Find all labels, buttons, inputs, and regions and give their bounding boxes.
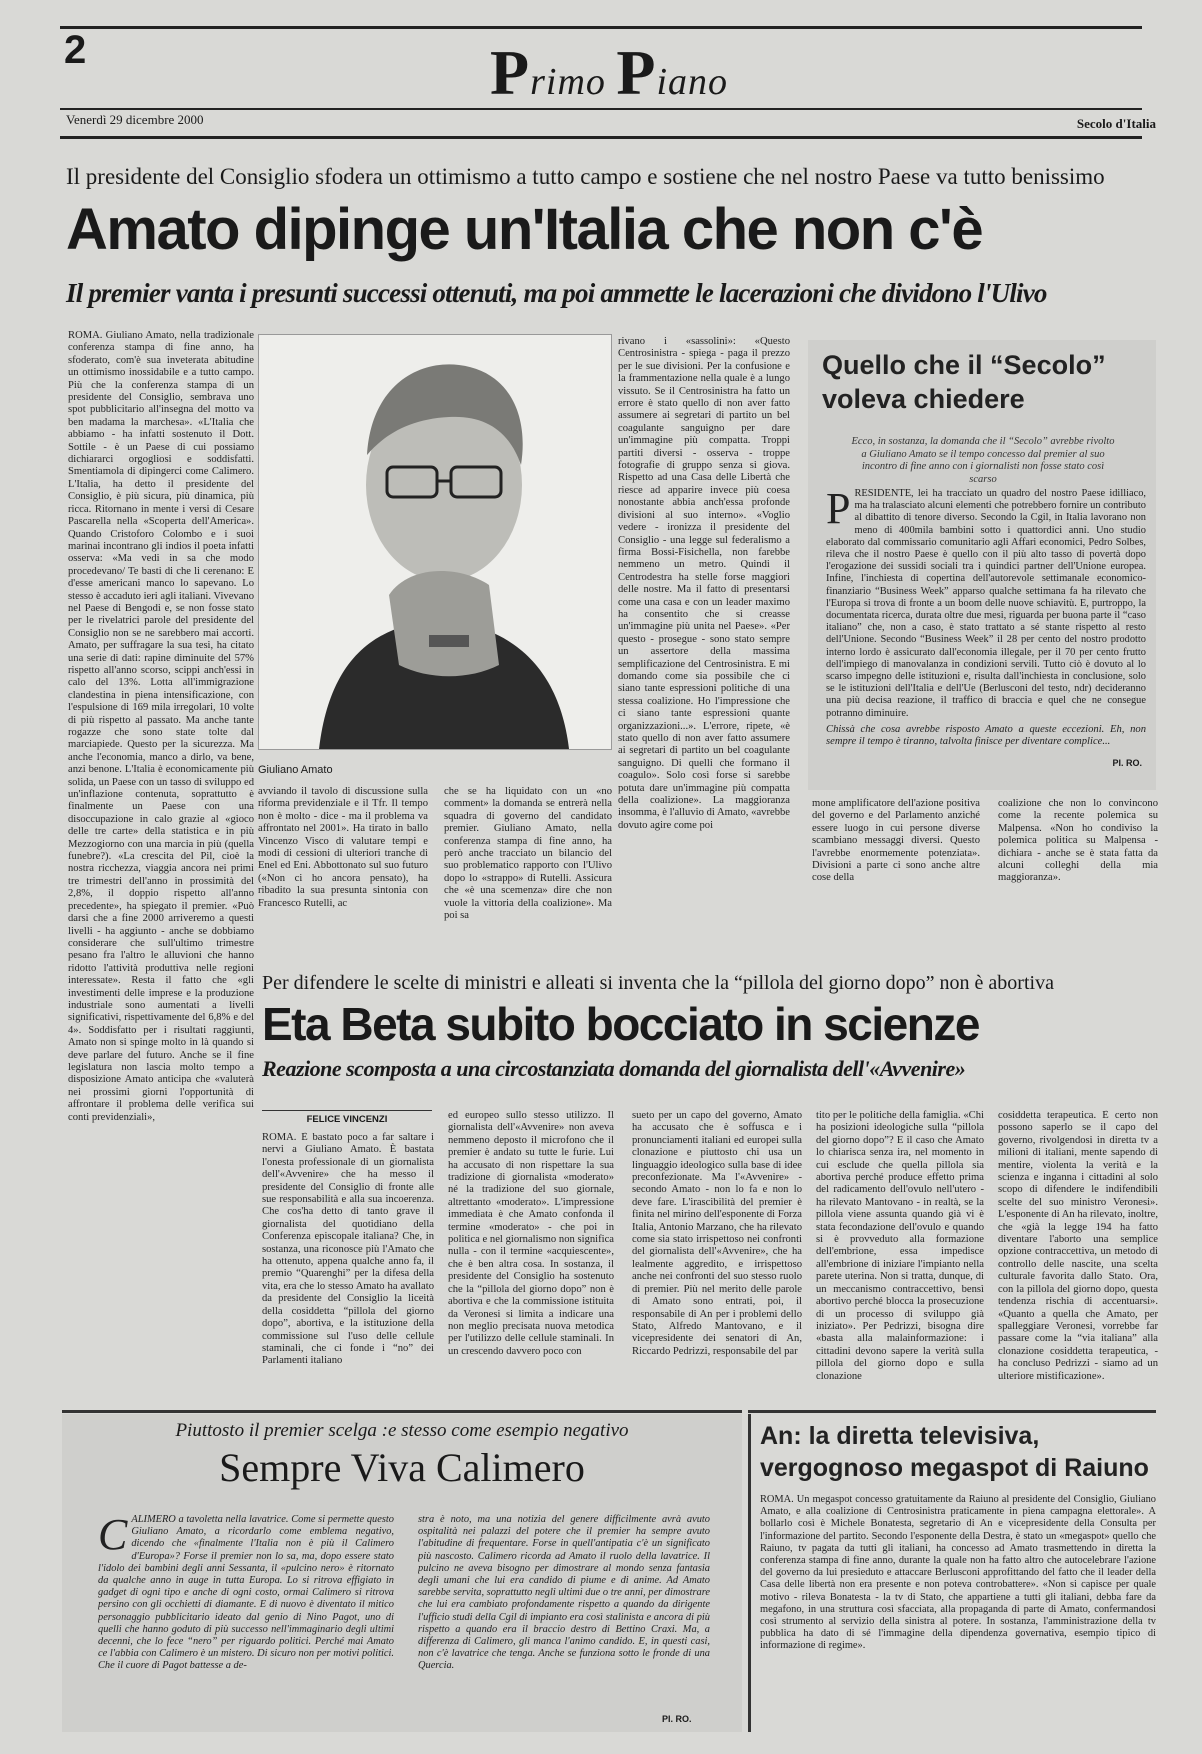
calimero-dropcap: C (98, 1514, 128, 1559)
lead-column-6: coalizione che non lo convincono come la recente polemica su Malpensa. «Non ho condiviso la polemica politica su Malpensa - dichiara - anche se è stata fatta da alcuni colleghi della mia maggioranza». (998, 798, 1158, 884)
sidebar-body: PRESIDENTE, lei ha tracciato un quadro del nostro Paese idilliaco, ma ha tralasciato alcuni elementi che potrebbero fornire un contributo al dibattito di tenore diverso. Secondo la Cgil, in Italia lavorano non meno di 400mila bambini sotto i quattordici anni. Uno studio elaborato dal commissario comunitario agli Affari economici, Pedro Solbes, rileva che il nostro Paese è quello con il più alto tasso di povertà dopo l'erogazione dei sussidi sociali tra i quindici partner dell'Unione europea. Infine, l'inchiesta di copertina dell'autorevole settimanale economico-finanziario “Business Week” apparso qualche settimana fa ha rilevato che l'Europa si trova di fronte a un boom delle nuove schiavitù. E, purtroppo, la documentata ricerca, durata oltre due mesi, riguarda per buona parte il “caso italiano” che, non a caso, è stato trattato a sé stante rispetto al resto dell'Unione. Secondo “Business Week” il 28 per cento del nostro prodotto interno lordo è assicurato dall'economia illegale, per il 70 per cento frutto dell'impiego di manovalanza in condizioni servili. Tutto ciò è dovuto al lo scarso impegno delle istituzioni e, risulta dall'inchiesta in conclusione, solo se le istituzioni dell'Italia e dell'Ue (Berlusconi del testo, ndr) decideranno una più decisa reazione, il traffico di braccia e quel che ne consegue potranno diminuire. (826, 488, 1146, 719)
masthead-rule (60, 108, 1142, 110)
rai-headline: An: la diretta televisiva, vergognoso megaspot di Raiuno (760, 1422, 1149, 1482)
top-rule (60, 26, 1142, 29)
lead-column-3: che se ha liquidato con un «no comment» la domanda se entrerà nella squadra di governo del candidato premier. Giuliano Amato, nella conferenza stampa di fine anno, ha però anche tracciato un bilancio del suo problematico rapporto con l'Ulivo dopo lo «strappo» di Rutelli. Assicura che «è una scemenza» dire che non vuole la vittoria della coalizione». Ma poi sa (444, 786, 612, 922)
page-number: 2 (64, 28, 87, 72)
sidebar-box (808, 340, 1156, 790)
sidebar-closing: Chissà che cosa avrebbe risposto Amato a queste eccezioni. Eh, non sempre il tempo è tiranno, talvolta finisce per diventare complice... (826, 724, 1146, 748)
portrait-illustration (259, 335, 611, 749)
second-column-3: sueto per un capo del governo, Amato ha accusato che è soffusca e i pronunciamenti italiani ed europei sulla clonazione e piuttosto chi usa un linguaggio ideologico sulla base di idee preconfezionate. Ma l'«Avvenire» - secondo Amato - non lo fa e non lo deve fare. L'irascibilità del premier è finita nel mirino dell'esponente di Forza Italia, Antonio Marzano, che ha rilevato come sia stato irrispettoso nei confronti del giornalista dell'«Avvenire», che ha lealmente aggredito, e irrispettoso anche nei confronti del suo stesso ruolo di premier. Più nel merito delle parole di Amato sono entrati, poi, il responsabile di An per i problemi dello Stato, Alfredo Mantovano, e il vicepresidente dei senatori di An, Riccardo Pedrizzi, responsabile del par (632, 1110, 802, 1357)
calimero-column-1: CALIMERO a tavoletta nella lavatrice. Come si permette questo Giuliano Amato, a ricordarlo come emblema negativo, dicendo che «finalmente l'Italia non è più il Calimero d'Europa»? Forse il premier non lo sa, ma, dopo essere stato l'idolo dei bambini degli anni Sessanta, il «pulcino nero» è ritornato da qualche anno in auge in tutta Europa. Lo si ritrova effigiato in gadget di ogni tipo e anche di ogni costo, ormai Calimero si ritrova persino con gli occhietti di diamante. E di nuovo è diventato il mitico personaggio pubblicitario ideato dal genio di Nino Pagot, uno di quelli che hanno goduto di più successo nell'immaginario degli ultimi decenni, che lo fece “nero” per riguardo politici. Perché mai Amato ce l'abbia con Calimero è un mistero. Di sicuro non per motivi politici. Che il cuore di Pagot battesse a de- (98, 1514, 394, 1672)
photo-caption: Giuliano Amato (258, 764, 333, 776)
sidebar-title: Quello che il “Secolo” voleva chiedere (822, 350, 1106, 414)
calimero-box (62, 1414, 742, 1732)
second-headline: Eta Beta subito bocciato in scienze (262, 998, 979, 1050)
second-kicker: Per difendere le scelte di ministri e alleati si inventa che la “pillola del giorno dopo” non è abortiva (262, 972, 1054, 994)
lead-column-5: mone amplificatore dell'azione positiva del governo e del Parlamento anziché essere luogo in cui persone diverse scambiano messaggi diversi. Questo l'avrebbe enormemente potenziata». Divisioni a parte ci sono anche altre cose della (812, 798, 980, 884)
calimero-kicker: Piuttosto il premier scelga :e stesso come esempio negativo (175, 1420, 629, 1441)
byline-rule (262, 1110, 432, 1111)
second-column-1: ROMA. È bastato poco a far saltare i nervi a Giuliano Amato. È bastata l'onesta professionale di un giornalista dell'«Avvenire» che ha messo il presidente del Consiglio di fronte alle sue responsabilità e alla sua incoerenza. Che cos'ha detto di tanto grave il giornalista del quotidiano della Conferenza episcopale italiana? Che, in sostanza, una riconosce più l'Amato che ha ottenuto, appena qualche anno fa, il premio “Quarenghi” per la difesa della vita, era che lo stesso Amato ha avallato da presidente del Consiglio la liceità della cosiddetta “pillola del giorno dopo”, abortiva, e la istituzione della commissione sul l'uso delle cellule staminali, che ci fonde i “no” dei Parlamenti italiano (262, 1132, 434, 1367)
lead-column-4: rivano i «sassolini»: «Questo Centrosinistra - spiega - paga il prezzo per le sue divisioni. Per la confusione e la frammentazione nella quale è a lungo vissuto. Se il Centrosinistra ha fatto un errore è stato quello di non aver fatto assumere ai segretari di partito un bel coagulante sanguigno per dare un'immagine più compatta. Troppi partiti diversi - osserva - troppe fotografie di gruppo senza si giova. Rispetto ad una Casa delle Libertà che riesce ad apparire invece più coesa nonostante abbia anch'essa profonde divisioni al suo interno». «Voglio vedere - ironizza il presidente del Consiglio - una legge sul federalismo a firma Bossi-Fisichella, non farebbe nemmeno un metro. Quindi il Centrodestra ha stelle forse maggiori delle nostre. Ma il fatto di presentarsi come una casa e con un leader maximo ha consentito che si creasse un'immagine più unita nel Paese». «Per questo - prosegue - sono stato sempre un assertore della massima semplificazione del Centrosinistra. E mi domando come sia possibile che ci siano tante espressioni politiche di una stessa coalizione. Ho l'impressione che ci siano tante espressioni quante organizzazioni...». L'errore, ripete, «è stato quello di non aver fatto assumere ai segretari di partito un bel coagulante sanguigno. Di quelli che formano il coagulo». Solo così forse si sarebbe potuta dare un'immagine più compatta della coalizione». La maggioranza insomma, è l'alluvio di Amato, «avrebbe dovuto agire come poi (618, 336, 790, 831)
date-rule (60, 136, 1142, 139)
lead-column-1: ROMA. Giuliano Amato, nella tradizionale conferenza stampa di fine anno, ha sfoderato, com'è sua inveterata abitudine un ottimismo inossidabile e a tutto campo. Più che la conferenza stampa di un presidente del Consiglio, sembrava uno spot pubblicitario all'insegna del motto va ben madama la marchesa». «L'Italia che abbiamo - ha infatti sostenuto il Dott. Sottile - è un Paese di cui possiamo dichiararci orgogliosi e soddisfatti. Smentiamola di dipingerci come Calimero. L'Italia, ha detto il presidente del Consiglio, è più sicura, più dinamica, più ricca. Ritornano in mente i versi di Cesare Pascarella nella «Scoperta dell'America». Quando Cristoforo Colombo e i suoi marinai incontrano gli indios il poeta infatti osserva: «Ma vedi in sa che modo procedevano/ Te basti di che li cerenano: E d'esse americani manco lo sapevano. Lo stesso è accaduto ieri agli italiani. Vivevano nel Paese di Bengodi e, se non fosse stato per le rivelatrici parole del presidente del Consiglio non se ne sarebbero mai accorti. Amato, per suffragare la sua tesi, ha citato una serie di dati: rapine diminuite del 57% rispetto all'anno scorso, scippi anch'essi in calo del 13%. Lotta all'immigrazione clandestina in piena intensificazione, con l'espulsione di 169 mila irregolari, 10 volte di più rispetto al passato. Ma anche tante rogazze che sono state tolte dal marciapiede. Questo per la sicurezza. Ma anche l'economia, manco a dirlo, va bene, anzi benone. L'Italia è economicamente più solida, un Paese con un tasso di sviluppo ed un'inflazione contenuta, soprattutto è finalmente un Paese con una disoccupazione in calo grazie al «gioco delle tre carte» della statistica e in più Mezzogiorno con una marcia in più (quella funebre?). «La crescita del Pil, cioè la nostra ricchezza, viaggia ancora nei primi tre trimestri dell'anno in prossimità del 2,8%, il doppio rispetto all'anno precedente», ha spiegato il premier. «Può darsi che a fine 2000 arriveremo a questi livelli - ha aggiunto - anche se dobbiamo considerare che sull'ultimo trimestre pesano fra l'altro le alluvioni che hanno ridotto l'attività produttiva nelle regioni interessate». Resta il fatto che «gli investimenti delle imprese e la produzione industriale sono aumentati a livelli significativi, rispettivamente del 6,8% e del 4». Soddisfatto per i risultati raggiunti, Amato non si spinge molto in là quando si deve parlare del futuro. Anche se il fine legislatura non lascia molto tempo a disposizione Amato anticipa che «valuterà nei prossimi giorni l'opportunità di affrontare il problema delle verifica sui conti previdenziali», (68, 330, 254, 1123)
issue-date: Venerdì 29 dicembre 2000 (66, 112, 204, 127)
second-column-5: cosiddetta terapeutica. È certo non possono saperlo se il capo del governo, rivolgendosi in diretta tv a milioni di italiani, mente sapendo di mentire, violenta la verità e la scienza e inganna i cittadini al solo scopo di difendere le indifendibili scelte del suo ministro Veronesi». L'esponente di An ha rilevato, inoltre, che «già la legge 194 ha fatto diventare l'aborto una semplice opzione contraccettiva, un metodo di controllo delle nascite, una scelta culturale favorita dallo Stato. Ora, con la pillola del giorno dopo, questa tendenza rischia di accentuarsi». «Quanto a quella che Amato, per spalleggiare Veronesi, vorrebbe far passare come la “via italiana” alla clonazione cosiddetta terapeutica, - ha concluso Pedrizzi - siamo ad un ulteriore mistificazione». (998, 1110, 1158, 1382)
rai-divider (748, 1414, 751, 1732)
lead-headline: Amato dipinge un'Italia che non c'è (66, 197, 983, 262)
calimero-signature: PI. RO. (662, 1714, 692, 1724)
second-column-4: tito per le politiche della famiglia. «Chi ha posizioni ideologiche sulla “pillola del giorno dopo”? E il caso che Amato lo chiarisca senza ira, nel momento in cui esclude che quella pillola sia abortiva perché produce effetto prima del radicamento dell'ovulo nell'utero - ha rilevato Mantovano - in realtà, se la pillola viene assunta quando già vi è stata fecondazione dell'ovulo e quando si è provveduto alla formazione dell'embrione, essa impedisce all'embrione di iniziare l'impianto nella parete uterina. Non si tratta, dunque, di un meccanismo contraccettivo, bensì abortivo perché blocca la prosecuzione di un processo di sviluppo già iniziato». Per Pedrizzi, bisogna dire «basta alla malainformazione: i cittadini devono sapere la verità sulla pillola del giorno dopo e sulla clonazione (816, 1110, 984, 1382)
sidebar-intro: Ecco, in sostanza, la domanda che il “Secolo” avrebbe rivolto a Giuliano Amato se il tempo concesso dal premier al suo incontro di fine anno con i giornalisti non fosse stato così scarso (851, 436, 1115, 485)
calimero-headline: Sempre Viva Calimero (219, 1445, 585, 1490)
rai-body: ROMA. Un megaspot concesso gratuitamente da Raiuno al presidente del Consiglio, Giuliano Amato, e alla coalizione di Centrosinistra praticamente in piena campagna elettorale». A bollarlo così è Michele Bonatesta, segretario di An e vicepresidente della Consulta per l'informazione del partito. Secondo l'esponente della Destra, è stato un «megaspot» quello che Raiuno, tv pagata da tutti gli italiani, ha concesso ad Amato trasmettendo in diretta la conferenza stampa di fine anno, durante la quale non ha fatto altro che autocelebrare l'azione del governo da lui presieduto e attaccare Berlusconi approfittando del fatto che il leader della Casa delle libertà non era presente e non poteva controbattere». «Non si capisce per quale motivo - rileva Bonatesta - la tv di Stato, che appartiene a tutti gli italiani, debba fare da megafono, in una struttura così sfacciata, alla propaganda di parte di Amato, confermandosi così strumento al servizio della sinistra al potere. In sostanza, l'amministrazione della tv pubblica ha dato di sé l'immagine della dipendenza governativa, esempio tipico di informazione di regime». (760, 1494, 1156, 1652)
second-deck: Reazione scomposta a una circostanziata domanda del giornalista dell'«Avvenire» (262, 1056, 966, 1081)
lead-deck: Il premier vanta i presunti successi ottenuti, ma poi ammette le lacerazioni che dividono l'Ulivo (66, 278, 1047, 308)
calimero-column-2: stra è noto, ma una notizia del genere difficilmente avrà avuto ospitalità nei palazzi del potere che il premier ha sempre avuto l'abitudine di frequentare. Forse in quell'antipatia c'è un significato più nascosto. Calimero ricorda ad Amato il ruolo della lavatrice. Il pulcino ne aveva bisogno per dimostrare al mondo senza fantasia degli umani che lui era candido di piume e di anime. Ad Amato sarebbe servita, soprattutto negli ultimi due o tre anni, per dimostrare che lui era cambiato profondamente rispetto a quando da dirigente l'ufficio studi della Cgil di impianto era così stalinista e ancora di più rispetto a quando era il braccio destro di Bettino Craxi. Ma, a differenza di Calimero, gli manca l'animo candido. E, in questi casi, non c'è lavatrice che tenga. Anche se funziona sotto le fronde di una Quercia. (418, 1514, 710, 1672)
section-title: Primo Piano (490, 37, 729, 108)
sidebar-signature: PI. RO. (1112, 758, 1142, 768)
lead-column-2: avviando il tavolo di discussione sulla riforma previdenziale e il Tfr. Il tempo non è molto - dice - ma il problema va affrontato nel 2001». Ha tirato in ballo Vincenzo Visco di valutare tempi e modi di cessioni di ulteriori tranche di Enel ed Eni. Abbottonato sul suo futuro («Non ci ho ancora pensato), ha ribadito la sua presunta sintonia con Francesco Rutelli, ac (258, 786, 428, 909)
second-byline: FELICE VINCENZI (306, 1114, 388, 1125)
paper-name: Secolo d'Italia (1076, 116, 1156, 131)
amato-photo (258, 334, 612, 750)
rai-rule (748, 1410, 1156, 1413)
sidebar-dropcap: P (826, 488, 851, 533)
lead-kicker: Il presidente del Consiglio sfodera un ottimismo a tutto campo e sostiene che nel nostro Paese va tutto benissimo (66, 164, 1105, 189)
calimero-rule (62, 1410, 742, 1413)
second-column-2: ed europeo sullo stesso utilizzo. Il giornalista dell'«Avvenire» non aveva nemmeno deposto il microfono che il premier è andato su tutte le furie. Lui ha accusato di non rispettare la sua tradizione di giornalista «moderato» né la tradizione del suo giornale, altrettanto «moderato». L'impressione immediata è che Amato confonda il termine «moderato» - che poi in politica e nel giornalismo non significa nulla - con il termine «acquiescente», che è ben altra cosa. In sostanza, il presidente del Consiglio ha sostenuto che la “pillola del giorno dopo” non è abortiva e che la commissione istituita da Veronesi si limita a indicare una non meglio precisata nuova metodica per l'utilizzo delle cellule staminali. In un crescendo davvero poco con (448, 1110, 614, 1357)
